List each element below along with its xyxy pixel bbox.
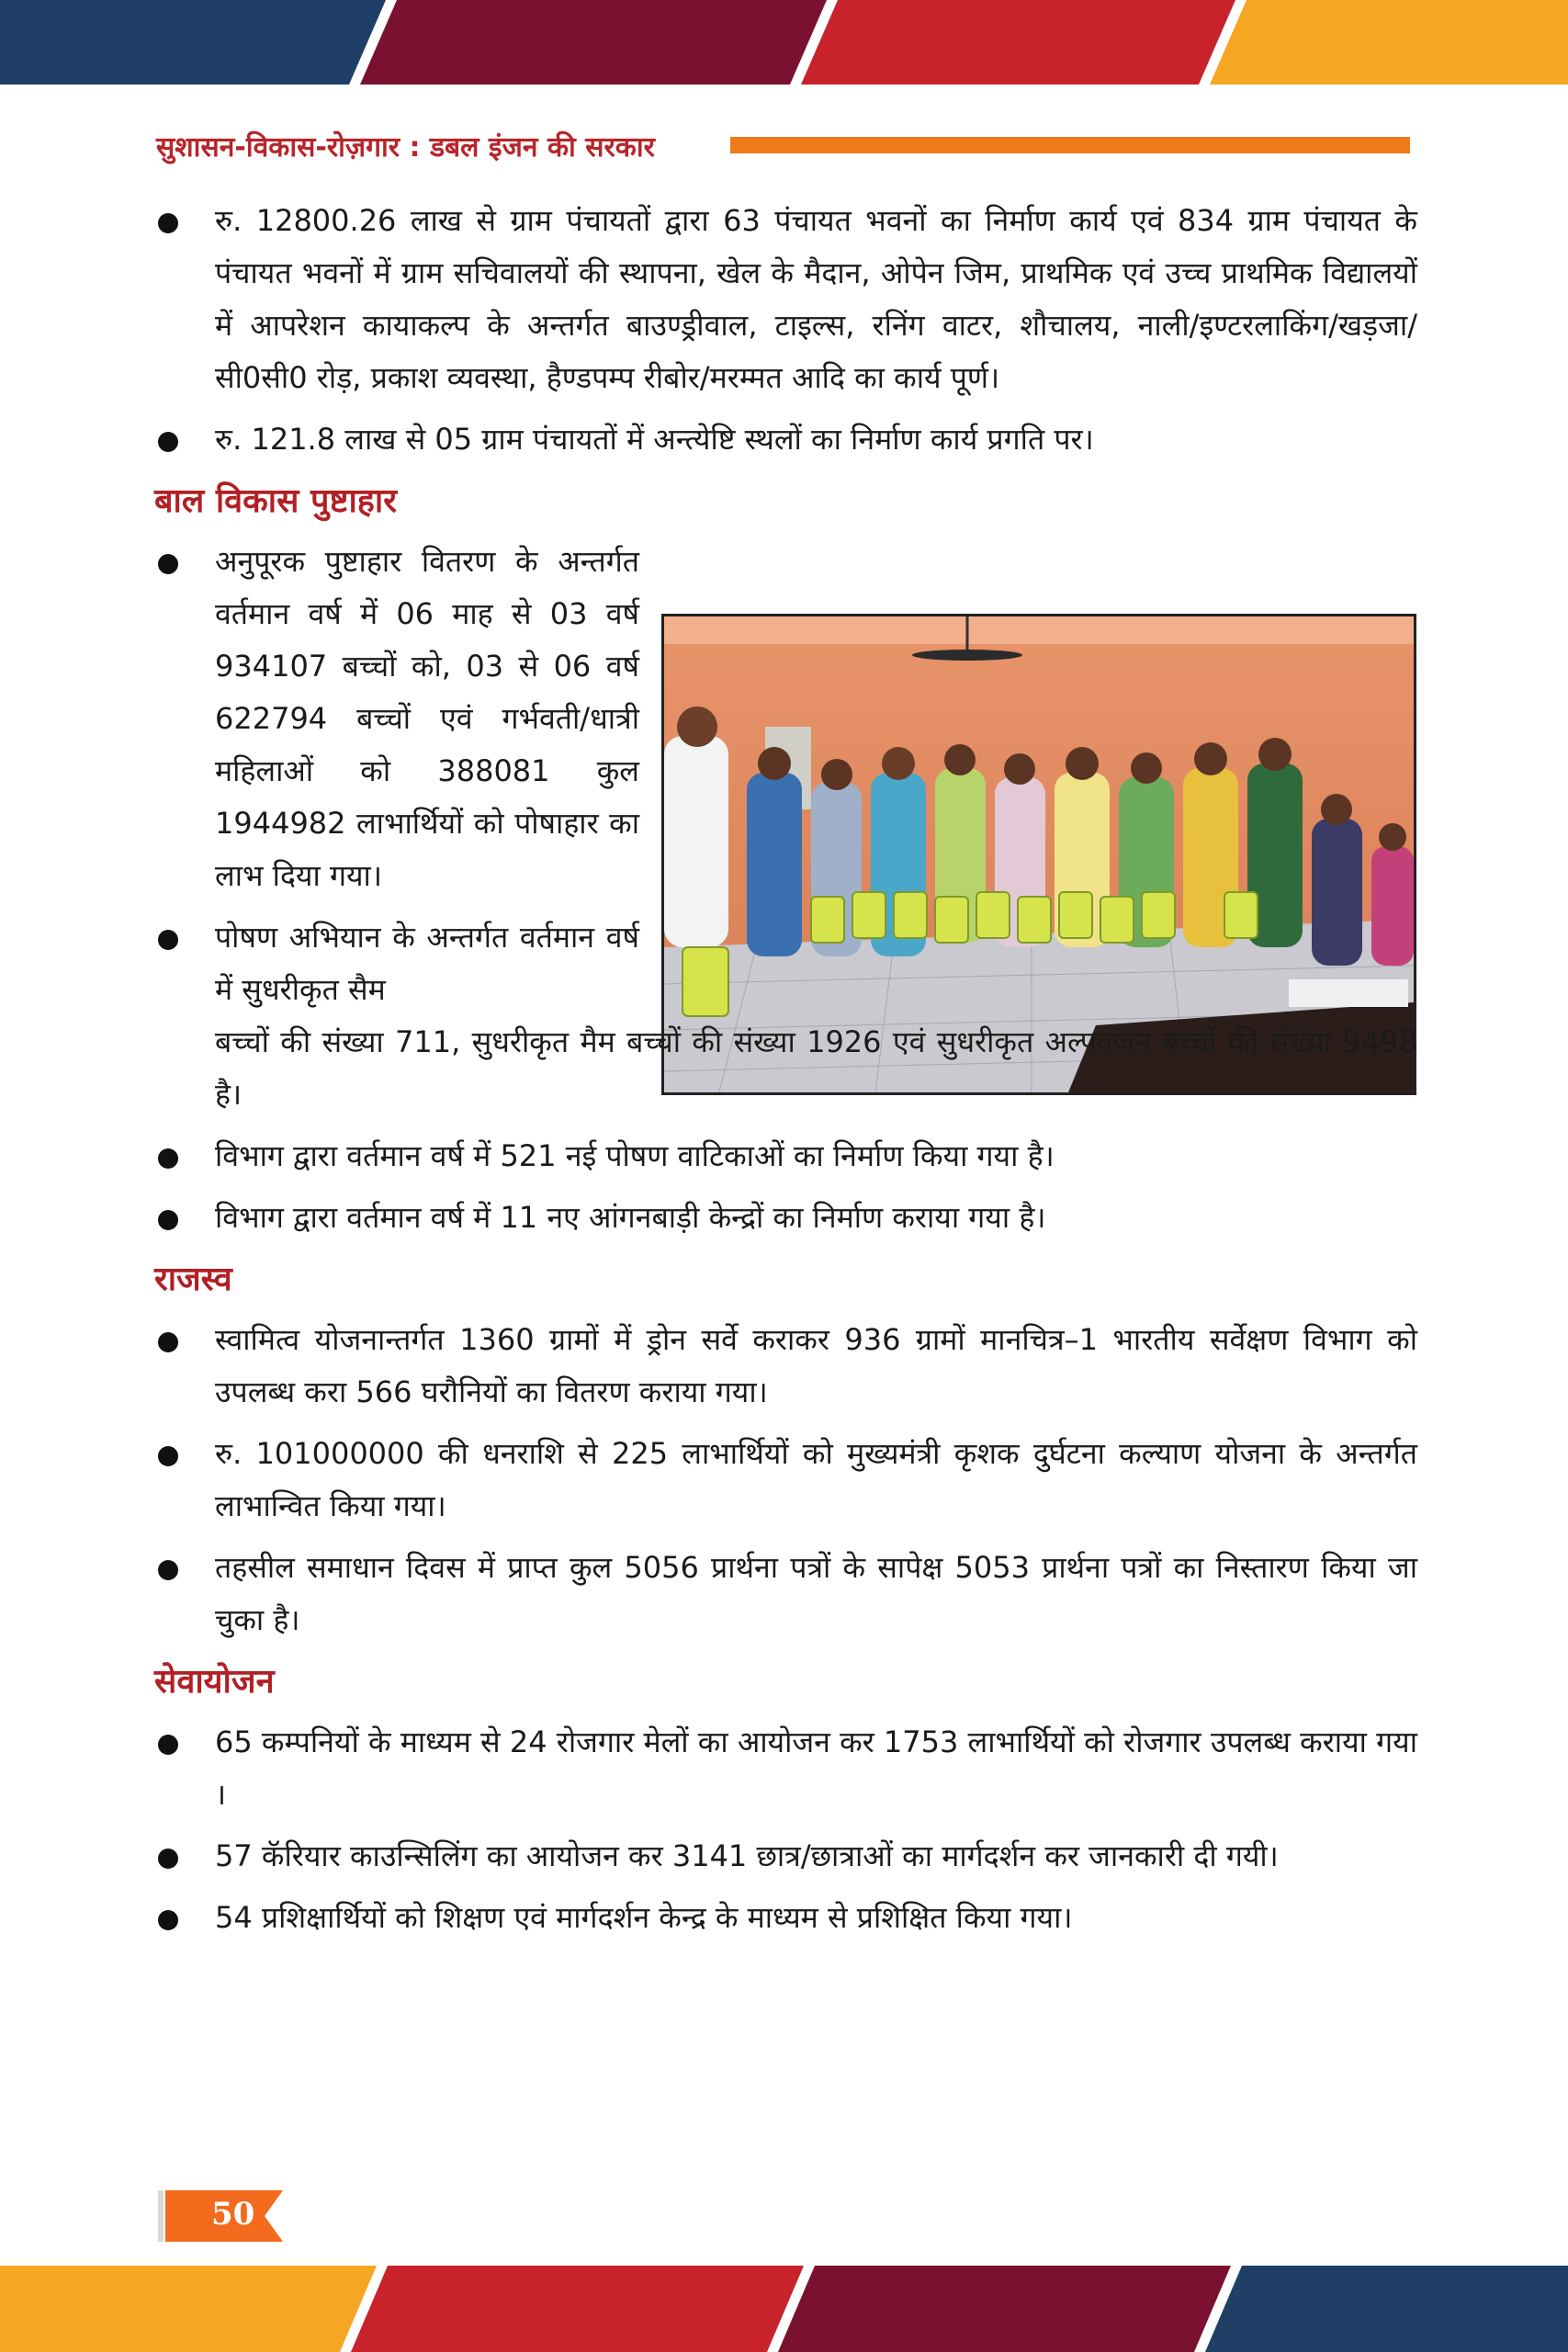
list-item-text: 65 कम्पनियों के माध्यम से 24 रोजगार मेलों का आयोजन कर 1753 लाभार्थियों को रोजगार उपलब्ध कराया गया । [215,1724,1417,1812]
section-heading-rajasva: राजस्व [154,1260,232,1298]
list-item [154,1314,1417,1419]
list-item-text-continued: बच्चों की संख्या 711, सुधरीकृत मैम बच्चों की संख्या 1926 एवं सुधरीकृत अल्पवजन बच्चों की संख्या 9498 है। [215,1024,1417,1112]
list-item [154,1192,1417,1244]
list-item-text-wrapped: पोषण अभियान के अन्तर्गत वर्तमान वर्ष में सुधरीकृत सैम [215,920,639,1007]
bullet-icon [158,1210,178,1230]
list-item [154,413,1417,466]
section-heading-sevayojan: सेवायोजन [154,1662,275,1701]
bullet-icon [158,930,178,950]
page-number-badge [158,2190,283,2242]
running-header [156,126,655,164]
list-item-text: 54 प्रशिक्षार्थियों को शिक्षण एवं मार्गदर्शन केन्द्र के माध्यम से प्रशिक्षित किया गया। [215,1900,1073,1935]
list-item-text: रु. 12800.26 लाख से ग्राम पंचायतों द्वारा 63 पंचायत भवनों का निर्माण कार्य एवं 834 ग्राम पंचायत के पंचायत भवनों में ग्राम सचिवालयों की स्थापना, खेल के मैदान, ओपेन जिम, प्राथमिक एवं उच्च प्राथमिक विद्यालयों में आपरेशन कायाकल्प के अन्तर्गत बाउण्ड्रीवाल, टाइल्स, रनिंग वाटर, शौचालय, नाली/इण्टरलाकिंग/खड़जा/सी0सी0 रोड़, प्रकाश व्यवस्था, हैण्डपम्प रीबोर/मरम्मत आदि का कार्य पूर्ण। [215,203,1417,395]
bullet-icon [158,1332,178,1352]
top-color-band [0,0,1568,85]
list-item-text: रु. 121.8 लाख से 05 ग्राम पंचायतों में अन्त्येष्टि स्थलों का निर्माण कार्य प्रगति पर। [215,422,1094,457]
bullet-icon [158,1735,178,1755]
list-item [154,1130,1417,1182]
list-item [154,1892,1417,1944]
list-item-text: तहसील समाधान दिवस में प्राप्त कुल 5056 प्रार्थना पत्रों के सापेक्ष 5053 प्रार्थना पत्रों का निस्तारण किया जा चुका है। [215,1550,1417,1637]
bullet-icon [158,554,178,574]
bullet-icon [158,1849,178,1869]
bullet-icon [158,1910,178,1930]
list-item-text: विभाग द्वारा वर्तमान वर्ष में 11 नए आंगनबाड़ी केन्द्रों का निर्माण कराया गया है। [215,1200,1046,1235]
bullet-icon [158,1560,178,1580]
page-content [154,195,1417,1953]
bullet-icon [158,432,178,452]
list-item [154,1542,1417,1646]
list-item [154,911,1417,1121]
list-item [154,536,639,902]
bottom-color-band [0,2266,1568,2352]
list-item-text: 57 कॅरियार काउन्सिलिंग का आयोजन कर 3141 छात्र/छात्राओं का मार्गदर्शन कर जानकारी दी गयी। [215,1838,1279,1873]
list-item-text: स्वामित्व योजनान्तर्गत 1360 ग्रामों में ड्रोन सर्वे कराकर 936 ग्रामों मानचित्र–1 भारतीय सर्वेक्षण विभाग को उपलब्ध करा 566 घरौनियों का वितरण कराया गया। [215,1322,1417,1409]
list-item [154,1428,1417,1532]
page-number: 50 [211,2196,255,2233]
list-item-text: अनुपूरक पुष्टाहार वितरण के अन्तर्गत वर्तमान वर्ष में 06 माह से 03 वर्ष 934107 बच्चों को, 03 से 06 वर्ष 622794 बच्चों एवं गर्भवती/धात्री महिलाओं को 388081 कुल 1944982 लाभार्थियों को पोषाहार का लाभ दिया गया। [215,544,639,893]
list-item [154,1716,1417,1821]
list-item-text: विभाग द्वारा वर्तमान वर्ष में 521 नई पोषण वाटिकाओं का निर्माण किया गया है। [215,1138,1055,1173]
list-item-text: रु. 101000000 की धनराशि से 225 लाभार्थियों को मुख्यमंत्री कृशक दुर्घटना कल्याण योजना के अन्तर्गत लाभान्वित किया गया। [215,1436,1417,1523]
bullet-icon [158,1446,178,1466]
section-heading-bal-vikas: बाल विकास पुष्टाहार [154,481,397,520]
list-item [154,195,1417,404]
list-item [154,1830,1417,1883]
bullet-icon [158,1148,178,1169]
running-title: सुशासन-विकास-रोज़गार : डबल इंजन की सरकार [156,130,655,164]
bullet-icon [158,213,178,233]
header-rule [730,137,1410,153]
